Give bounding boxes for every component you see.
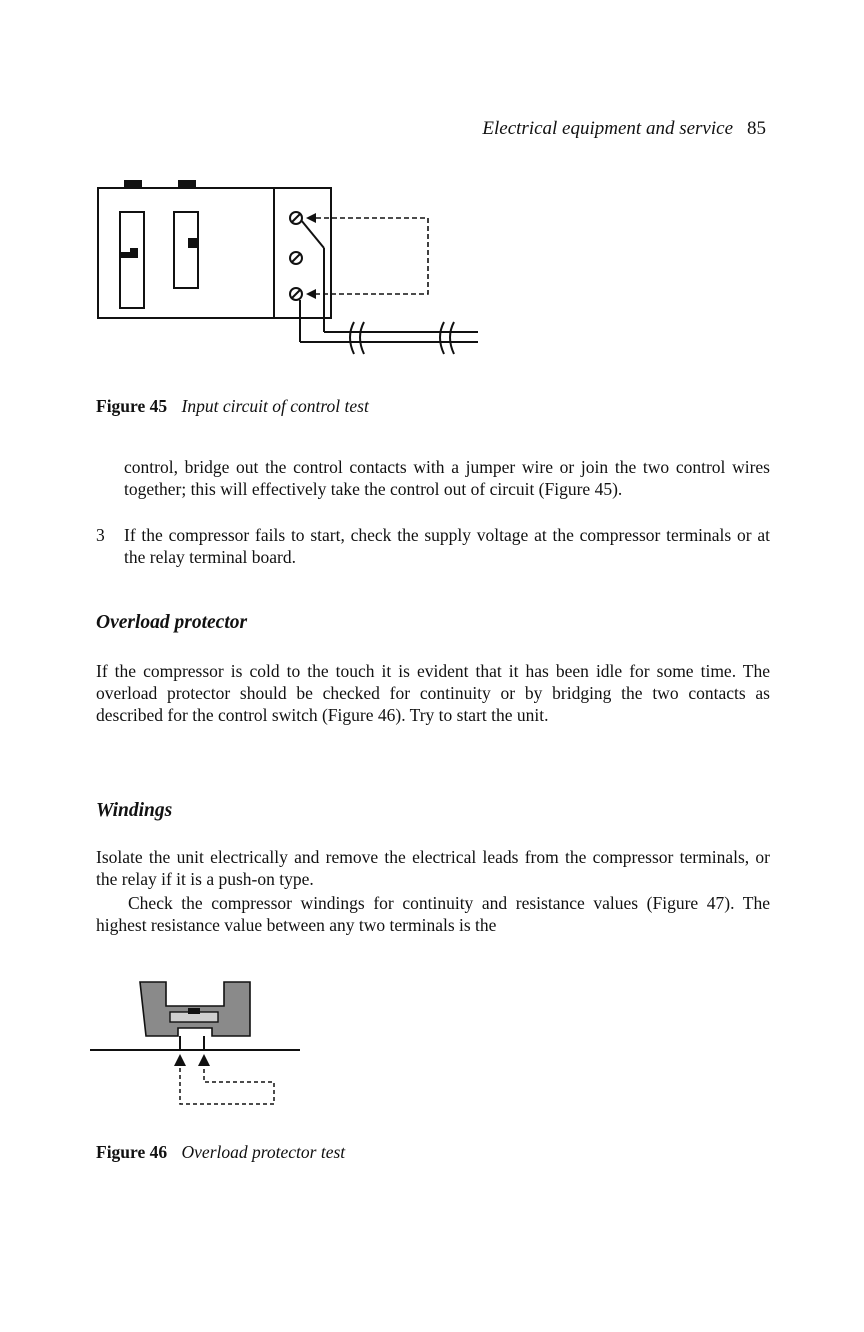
figure-46-label: Figure 46 xyxy=(96,1142,168,1162)
figure-45-label: Figure 45 xyxy=(96,396,168,416)
arrow-top xyxy=(306,213,316,223)
heading-windings: Windings xyxy=(96,800,173,821)
switch-right xyxy=(174,212,198,288)
figure-46-text: Overload protector test xyxy=(181,1142,346,1162)
windings-paragraph-1: Isolate the unit electrically and remove the electrical leads from the compressor terminals, or the relay if it is a push-on type. xyxy=(96,847,770,889)
header-title: Electrical equipment and service xyxy=(482,118,733,139)
overload-paragraph: If the compressor is cold to the touch it is evident that it has been idle for some time. The overload protector should be checked for continuity or by bridging the two contacts as described for the control switch (Figure 46). Try to start the unit. xyxy=(96,661,770,725)
figure-45-diagram xyxy=(90,172,490,368)
arrow-bottom xyxy=(306,289,316,299)
heading-overload-protector: Overload protector xyxy=(96,612,248,633)
page-number: 85 xyxy=(747,118,766,139)
figure-46-diagram xyxy=(88,978,304,1114)
switch-left xyxy=(120,212,144,308)
jumper-wire xyxy=(316,218,428,294)
item-text: If the compressor fails to start, check the supply voltage at the compressor terminals or at the relay terminal board. xyxy=(124,525,770,567)
numbered-item xyxy=(96,524,770,568)
item-number: 3 xyxy=(96,525,105,545)
figure-46-caption xyxy=(96,1142,345,1163)
jumper-wire-46 xyxy=(180,1068,274,1104)
arrow-right xyxy=(198,1054,210,1066)
arrow-left xyxy=(174,1054,186,1066)
windings-paragraph-2: Check the compressor windings for continuity and resistance values (Figure 47). The highest resistance value between any two terminals is the xyxy=(96,893,770,935)
figure-45-caption xyxy=(96,396,369,417)
intro-paragraph: control, bridge out the control contacts with a jumper wire or join the two control wires together; this will effectively take the control out of circuit (Figure 45). xyxy=(124,457,770,499)
figure-45-text: Input circuit of control test xyxy=(181,396,369,416)
running-header xyxy=(96,118,766,140)
